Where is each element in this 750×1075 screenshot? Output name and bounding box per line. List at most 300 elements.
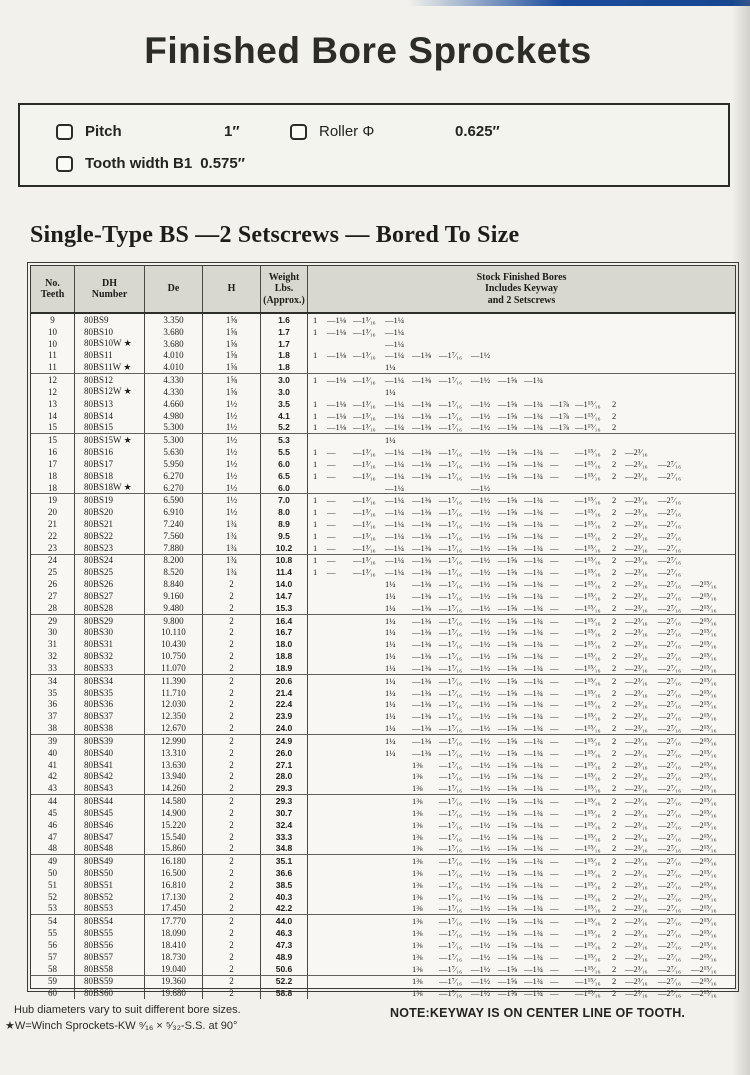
cell-de: 12.350: [145, 710, 203, 722]
bore-value: —: [550, 916, 559, 927]
bore-value: —1¾: [524, 398, 544, 409]
bore-value: —2¹⁵⁄₁₆: [691, 868, 717, 878]
bore-value: —1⁷⁄₁₆: [439, 518, 463, 529]
cell-teeth: 49: [31, 855, 75, 867]
bore-value: —2⁷⁄₁₆: [658, 507, 682, 518]
bore-value: —1¹⁵⁄₁₆: [575, 771, 601, 782]
cell-de: 13.310: [145, 747, 203, 759]
cell-dh-number: 80BS58: [75, 963, 145, 975]
bore-value: —1½: [471, 542, 491, 553]
table-body: [31, 314, 735, 999]
cell-dh-number: 80BS9: [75, 314, 145, 326]
bore-value: 1⅜: [412, 928, 423, 939]
bore-value: —2⁷⁄₁₆: [658, 963, 682, 974]
bore-value: —1¼: [385, 350, 405, 361]
bore-value: —1¾: [524, 771, 544, 782]
bore-value: —1¹⁵⁄₁₆: [575, 699, 601, 710]
cell-h: 2: [203, 795, 261, 807]
bore-value: —1⁷⁄₁₆: [439, 771, 463, 782]
cell-stock-bores: [308, 747, 735, 759]
bore-value: —1¾: [524, 615, 544, 626]
cell-de: 10.430: [145, 638, 203, 650]
cell-dh-number: 80BS44: [75, 795, 145, 807]
cell-weight: 21.4: [261, 687, 308, 699]
table-row: [31, 398, 735, 410]
cell-weight: 42.2: [261, 903, 308, 915]
bore-value: —1⅝: [498, 951, 518, 962]
bore-value: —2⁷⁄₁₆: [658, 928, 682, 939]
bore-value: —1⁷⁄₁₆: [439, 627, 463, 638]
bore-value: —2⁷⁄₁₆: [658, 939, 682, 950]
bore-value: —1¾: [524, 868, 544, 878]
cell-stock-bores: [308, 831, 735, 843]
cell-weight: 20.6: [261, 675, 308, 687]
bore-value: —1⁷⁄₁₆: [439, 711, 463, 722]
bore-value: 2: [612, 916, 617, 927]
bore-value: —1⁷⁄₁₆: [439, 831, 463, 842]
bore-value: —1⅝: [498, 422, 518, 433]
cell-teeth: 25: [31, 566, 75, 578]
bore-value: 1¼: [385, 651, 396, 662]
bore-value: —1⅜: [412, 675, 432, 686]
cell-de: 15.860: [145, 842, 203, 854]
cell-teeth: 11: [31, 361, 75, 373]
cell-weight: 24.9: [261, 735, 308, 747]
cell-dh-number: 80BS43: [75, 782, 145, 794]
bore-value: —2⁷⁄₁₆: [658, 518, 682, 529]
cell-de: 4.330: [145, 374, 203, 386]
cell-teeth: 15: [31, 421, 75, 433]
cell-weight: 6.0: [261, 482, 308, 494]
cell-stock-bores: [308, 578, 735, 590]
bore-value: —1⅝: [498, 723, 518, 734]
bore-value: —1¹⁵⁄₁₆: [575, 963, 601, 974]
bore-value: 1¼: [385, 579, 396, 590]
bore-value: 2: [612, 458, 617, 469]
bore-value: —2³⁄₁₆: [625, 879, 648, 890]
bore-value: —1⁷⁄₁₆: [439, 843, 463, 854]
bore-value: —1¼: [385, 326, 405, 337]
table-row: [31, 482, 735, 494]
bore-value: 1⅜: [412, 819, 423, 830]
cell-stock-bores: [308, 494, 735, 506]
cell-h: 2: [203, 638, 261, 650]
bore-value: —1⅝: [498, 627, 518, 638]
bore-value: —1¾: [524, 590, 544, 601]
cell-dh-number: 80BS29: [75, 615, 145, 627]
bore-value: —1⁷⁄₁₆: [439, 662, 463, 673]
cell-weight: 3.0: [261, 386, 308, 398]
bore-value: —1³⁄₁₆: [353, 422, 376, 433]
bore-value: —2⁷⁄₁₆: [658, 771, 682, 782]
bore-value: 2: [612, 735, 617, 746]
cell-de: 7.560: [145, 530, 203, 542]
bore-value: —1¾: [524, 422, 544, 433]
bore-value: —2¹⁵⁄₁₆: [691, 711, 717, 722]
cell-h: 1½: [203, 446, 261, 458]
bore-value: —1¾: [524, 579, 544, 590]
cell-h: 2: [203, 976, 261, 988]
bore-value: —1⅞: [550, 398, 570, 409]
bore-value: —1½: [471, 796, 491, 807]
bore-value: 1⅜: [412, 988, 423, 999]
bore-value: —1½: [471, 723, 491, 734]
bore-value: —1⅜: [412, 723, 432, 734]
cell-dh-number: 80BS23: [75, 542, 145, 554]
bore-value: —1¹⁵⁄₁₆: [575, 422, 601, 433]
bore-value: —1⁷⁄₁₆: [439, 639, 463, 650]
bore-value: —1½: [471, 939, 491, 950]
bore-value: —1½: [471, 675, 491, 686]
cell-stock-bores: [308, 421, 735, 433]
bore-value: —1⅝: [498, 891, 518, 902]
bore-value: —1⅝: [498, 988, 518, 999]
bore-value: —1⁷⁄₁₆: [439, 590, 463, 601]
bore-value: —1¼: [385, 314, 405, 325]
cell-dh-number: 80BS35: [75, 687, 145, 699]
footer-winch-note: ★W=Winch Sprockets-KW ⁹⁄₁₆ × ⁵⁄₃₂-S.S. at 90°: [5, 1020, 238, 1032]
bore-value: —1⁷⁄₁₆: [439, 447, 463, 458]
bore-value: —1½: [471, 662, 491, 673]
spec-roller-label: Roller Φ: [319, 123, 375, 140]
bore-value: —2³⁄₁₆: [625, 579, 648, 590]
cell-teeth: 42: [31, 770, 75, 782]
bore-value: 1⅜: [412, 868, 423, 878]
bore-value: 2: [612, 627, 617, 638]
cell-stock-bores: [308, 566, 735, 578]
table-row: [31, 493, 735, 506]
bore-value: —1¹⁵⁄₁₆: [575, 579, 601, 590]
checkbox-icon: [56, 124, 73, 140]
bore-value: —1¹⁵⁄₁₆: [575, 747, 601, 758]
table-row: [31, 819, 735, 831]
bore-value: —2¹⁵⁄₁₆: [691, 590, 717, 601]
bore-value: —1¹⁵⁄₁₆: [575, 951, 601, 962]
bore-value: —2¹⁵⁄₁₆: [691, 951, 717, 962]
column-header-h: H: [203, 266, 261, 312]
bore-value: 2: [612, 963, 617, 974]
bore-value: 2: [612, 615, 617, 626]
bore-value: —1¾: [524, 711, 544, 722]
cell-dh-number: 80BS13: [75, 398, 145, 410]
bore-value: —1⅛: [327, 375, 347, 386]
bore-value: —: [550, 988, 559, 999]
cell-stock-bores: [308, 903, 735, 915]
cell-dh-number: 80BS56: [75, 939, 145, 951]
spec-tooth-value: 0.575″: [200, 155, 245, 172]
bore-value: —1¹⁵⁄₁₆: [575, 627, 601, 638]
bore-value: —2³⁄₁₆: [625, 627, 648, 638]
bore-value: —1½: [471, 627, 491, 638]
cell-teeth: 40: [31, 747, 75, 759]
cell-weight: 3.5: [261, 398, 308, 410]
cell-h: 2: [203, 963, 261, 975]
table-row: [31, 386, 735, 398]
cell-dh-number: 80BS25: [75, 566, 145, 578]
bore-value: —1⅜: [412, 542, 432, 553]
cell-de: 5.630: [145, 446, 203, 458]
cell-de: 19.360: [145, 976, 203, 988]
bore-value: —: [550, 939, 559, 950]
cell-h: 1½: [203, 470, 261, 482]
cell-dh-number: 80BS36: [75, 699, 145, 711]
bore-value: —: [550, 447, 559, 458]
bore-value: —1¹⁵⁄₁₆: [575, 590, 601, 601]
bore-value: —1³⁄₁₆: [353, 542, 376, 553]
bore-value: —2³⁄₁₆: [625, 639, 648, 650]
bore-value: —1⁷⁄₁₆: [439, 375, 463, 386]
bore-value: —2¹⁵⁄₁₆: [691, 916, 717, 927]
cell-teeth: 34: [31, 675, 75, 687]
cell-teeth: 14: [31, 410, 75, 422]
bore-value: —1¾: [524, 567, 544, 578]
bore-value: —1⅜: [412, 350, 432, 361]
spec-item-roller: [290, 123, 500, 140]
bore-value: —1¾: [524, 988, 544, 999]
cell-weight: 5.3: [261, 434, 308, 446]
table-row: [31, 722, 735, 734]
bore-value: —1¾: [524, 687, 544, 698]
bore-value: —1⁷⁄₁₆: [439, 530, 463, 541]
bore-value: —: [550, 615, 559, 626]
bore-value: —: [550, 699, 559, 710]
cell-teeth: 48: [31, 842, 75, 854]
bore-value: —1½: [471, 602, 491, 613]
bore-value: —: [550, 458, 559, 469]
bore-value: —1⁷⁄₁₆: [439, 579, 463, 590]
table-row: [31, 710, 735, 722]
cell-h: 2: [203, 687, 261, 699]
bore-value: —: [550, 590, 559, 601]
bore-value: —1½: [471, 903, 491, 914]
cell-h: 1⅝: [203, 361, 261, 373]
bore-value: —: [550, 470, 559, 481]
bore-value: —1⅜: [412, 615, 432, 626]
bore-value: 2: [612, 903, 617, 914]
bore-value: —2³⁄₁₆: [625, 856, 648, 867]
cell-weight: 36.6: [261, 867, 308, 879]
table-row: [31, 939, 735, 951]
bore-value: —: [550, 675, 559, 686]
bore-value: —1½: [471, 843, 491, 854]
bore-value: —2³⁄₁₆: [625, 590, 648, 601]
cell-h: 2: [203, 710, 261, 722]
bore-value: —2⁷⁄₁₆: [658, 579, 682, 590]
bore-value: —1¹⁵⁄₁₆: [575, 831, 601, 842]
cell-h: 1⅝: [203, 326, 261, 338]
bore-value: —2³⁄₁₆: [625, 831, 648, 842]
bore-value: —1¼: [385, 530, 405, 541]
bore-value: —2⁷⁄₁₆: [658, 916, 682, 927]
bore-value: —1⅝: [498, 928, 518, 939]
cell-teeth: 15: [31, 434, 75, 446]
bore-value: —2³⁄₁₆: [625, 747, 648, 758]
cell-dh-number: 80BS14: [75, 410, 145, 422]
cell-de: 9.160: [145, 590, 203, 602]
spec-box: [18, 103, 730, 187]
cell-weight: 1.8: [261, 349, 308, 361]
bore-value: —1½: [471, 771, 491, 782]
cell-h: 1⅝: [203, 314, 261, 326]
bore-value: —1⅛: [327, 314, 347, 325]
bore-value: —2¹⁵⁄₁₆: [691, 903, 717, 914]
cell-weight: 33.3: [261, 831, 308, 843]
cell-de: 16.500: [145, 867, 203, 879]
cell-teeth: 11: [31, 349, 75, 361]
cell-stock-bores: [308, 807, 735, 819]
cell-h: 2: [203, 590, 261, 602]
bore-value: —: [327, 495, 336, 506]
cell-h: 2: [203, 987, 261, 999]
bore-value: —2³⁄₁₆: [625, 651, 648, 662]
cell-stock-bores: [308, 867, 735, 879]
cell-dh-number: 80BS40: [75, 747, 145, 759]
bore-value: —1¾: [524, 375, 544, 386]
table-row: [31, 614, 735, 627]
cell-teeth: 18: [31, 470, 75, 482]
bore-value: —2⁷⁄₁₆: [658, 891, 682, 902]
bore-value: —2⁷⁄₁₆: [658, 590, 682, 601]
bore-value: —1¾: [524, 627, 544, 638]
bore-value: —: [550, 807, 559, 818]
cell-weight: 44.0: [261, 915, 308, 927]
bore-value: —2¹⁵⁄₁₆: [691, 602, 717, 613]
cell-stock-bores: [308, 770, 735, 782]
bore-value: —1½: [471, 579, 491, 590]
column-header-bores: Stock Finished Bores Includes Keyway and 2 Setscrews: [476, 272, 567, 306]
cell-dh-number: 80BS15W ★: [75, 434, 145, 446]
bore-value: 1: [313, 555, 318, 566]
bore-value: —1⅝: [498, 868, 518, 878]
bore-value: 1¼: [385, 723, 396, 734]
cell-dh-number: 80BS55: [75, 927, 145, 939]
bore-value: —: [550, 819, 559, 830]
cell-stock-bores: [308, 446, 735, 458]
cell-dh-number: 80BS52: [75, 891, 145, 903]
cell-h: 2: [203, 747, 261, 759]
bore-value: —1⅛: [327, 422, 347, 433]
bore-value: —1³⁄₁₆: [353, 507, 376, 518]
bore-value: —2⁷⁄₁₆: [658, 699, 682, 710]
bore-value: —1⅜: [412, 627, 432, 638]
cell-weight: 30.7: [261, 807, 308, 819]
cell-teeth: 53: [31, 903, 75, 915]
bore-value: —1⅜: [412, 590, 432, 601]
bore-value: —1½: [471, 447, 491, 458]
bore-value: —1⅜: [412, 518, 432, 529]
table-row: [31, 638, 735, 650]
bore-value: 1¼: [385, 687, 396, 698]
bore-value: —1¾: [524, 518, 544, 529]
cell-dh-number: 80BS19: [75, 494, 145, 506]
cell-h: 2: [203, 819, 261, 831]
bore-value: —2³⁄₁₆: [625, 976, 648, 987]
cell-de: 3.680: [145, 326, 203, 338]
cell-h: 2: [203, 602, 261, 614]
bore-value: —1¾: [524, 699, 544, 710]
bore-value: —1¼: [385, 458, 405, 469]
bore-value: —1⅝: [498, 735, 518, 746]
bore-value: 1⅜: [412, 831, 423, 842]
bore-value: —1⅜: [412, 687, 432, 698]
bore-value: —2¹⁵⁄₁₆: [691, 771, 717, 782]
footer-hub-note: Hub diameters vary to suit different bore sizes.: [14, 1004, 241, 1016]
bore-value: —1¹⁵⁄₁₆: [575, 495, 601, 506]
cell-h: 2: [203, 807, 261, 819]
bore-value: —1½: [471, 928, 491, 939]
bore-value: —1⅝: [498, 375, 518, 386]
cell-h: 1½: [203, 482, 261, 494]
bore-value: —1½: [471, 831, 491, 842]
bore-value: —2³⁄₁₆: [625, 530, 648, 541]
cell-weight: 6.0: [261, 458, 308, 470]
cell-weight: 18.8: [261, 650, 308, 662]
spec-item-pitch: [56, 123, 240, 140]
cell-h: 1⅝: [203, 338, 261, 350]
bore-value: 1¼: [385, 711, 396, 722]
cell-teeth: 38: [31, 722, 75, 734]
bore-value: —1⅝: [498, 567, 518, 578]
bore-value: 1: [313, 326, 318, 337]
cell-stock-bores: [308, 518, 735, 530]
bore-value: —1¼: [385, 542, 405, 553]
bore-value: 1⅜: [412, 951, 423, 962]
bore-value: 2: [612, 518, 617, 529]
cell-dh-number: 80BS59: [75, 976, 145, 988]
bore-value: —2¹⁵⁄₁₆: [691, 579, 717, 590]
bore-value: —2³⁄₁₆: [625, 771, 648, 782]
bore-value: 2: [612, 796, 617, 807]
bore-value: —2⁷⁄₁₆: [658, 988, 682, 999]
bore-value: —: [550, 530, 559, 541]
bore-value: —1¼: [385, 567, 405, 578]
cell-weight: 7.0: [261, 494, 308, 506]
bore-value: —2¹⁵⁄₁₆: [691, 939, 717, 950]
table-row: [31, 674, 735, 687]
cell-h: 1½: [203, 398, 261, 410]
cell-teeth: 24: [31, 555, 75, 567]
bore-value: —: [550, 951, 559, 962]
cell-dh-number: 80BS11: [75, 349, 145, 361]
cell-de: 6.910: [145, 506, 203, 518]
cell-teeth: 30: [31, 627, 75, 639]
bore-value: —1½: [471, 590, 491, 601]
bore-value: —1½: [471, 963, 491, 974]
cell-dh-number: 80BS31: [75, 638, 145, 650]
cell-teeth: 12: [31, 374, 75, 386]
table-row: [31, 602, 735, 614]
bore-value: —: [327, 567, 336, 578]
table-row: [31, 446, 735, 458]
bore-value: 2: [612, 662, 617, 673]
bore-value: —1½: [471, 530, 491, 541]
cell-weight: 10.8: [261, 555, 308, 567]
cell-dh-number: 80BS10W ★: [75, 338, 145, 350]
bore-value: —1⁷⁄₁₆: [439, 507, 463, 518]
bore-value: —1⁷⁄₁₆: [439, 891, 463, 902]
bore-value: —1¼: [385, 507, 405, 518]
bore-value: —1¹⁵⁄₁₆: [575, 470, 601, 481]
bore-value: 2: [612, 879, 617, 890]
cell-stock-bores: [308, 710, 735, 722]
bore-value: 1⅜: [412, 843, 423, 854]
bore-value: 1¼: [385, 699, 396, 710]
cell-dh-number: 80BS42: [75, 770, 145, 782]
bore-value: —: [550, 662, 559, 673]
bore-value: —1¹⁵⁄₁₆: [575, 796, 601, 807]
bore-value: —1⅜: [412, 567, 432, 578]
bore-value: 2: [612, 675, 617, 686]
